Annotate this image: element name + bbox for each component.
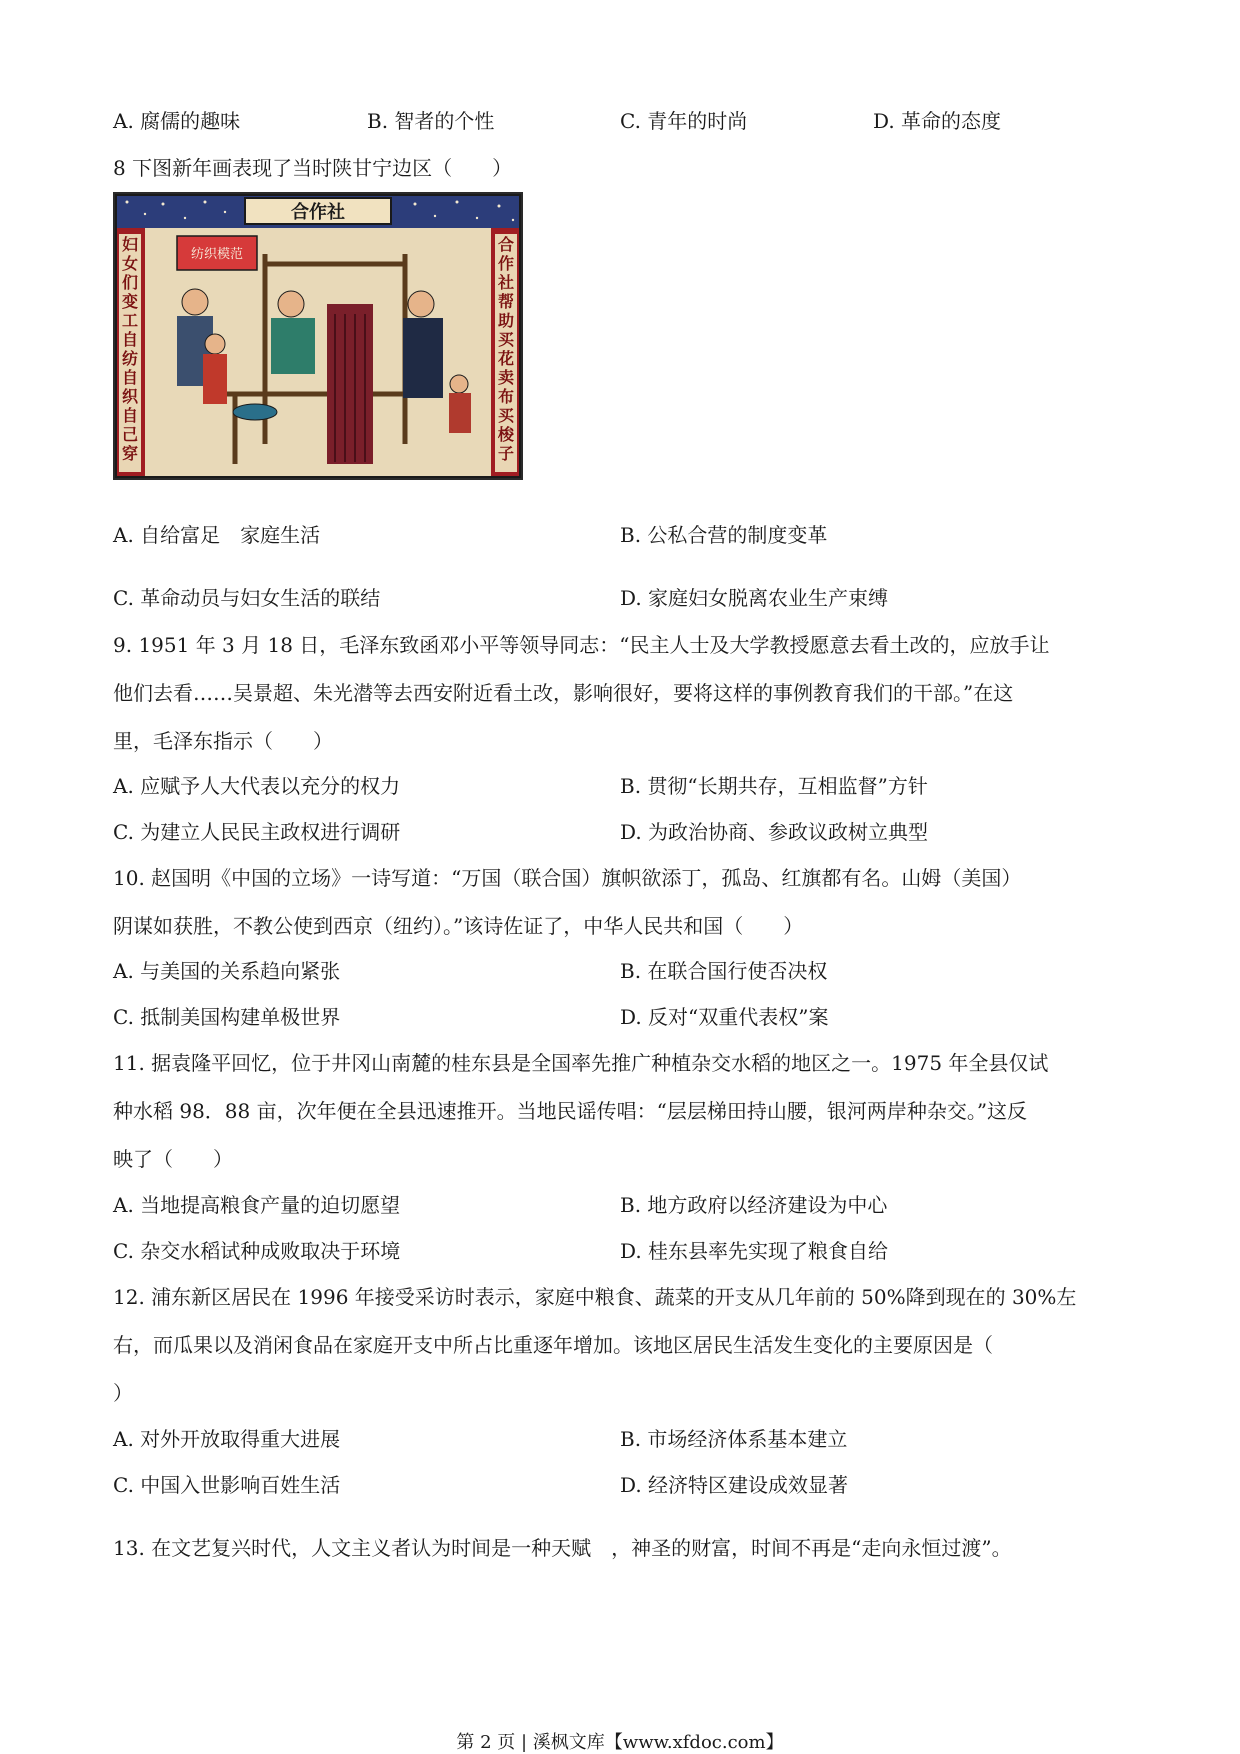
page-footer: 第 2 页 | 溪枫文库【www.xfdoc.com】 (456, 1732, 784, 1753)
new-year-painting-image (113, 192, 523, 480)
q10-stem-line2: 阴谋如获胜，不教公使到西京（纽约）。”该诗佐证了，中华人民共和国（ ） (113, 914, 804, 938)
q12-option-c: C. 中国入世影响百姓生活 (113, 1473, 341, 1497)
q9-option-d: D. 为政治协商、参政议政树立典型 (620, 820, 929, 844)
q12-option-d: D. 经济特区建设成效显著 (620, 1473, 849, 1497)
q9-stem-line3: 里，毛泽东指示（ ） (113, 729, 333, 753)
q8-stem: 8 下图新年画表现了当时陕甘宁边区（ ） (113, 156, 513, 180)
q11-stem-line2: 种水稻 98．88 亩，次年便在全县迅速推开。当地民谣传唱：“层层梯田持山腰，银河两岸种杂交。”这反 (113, 1099, 1028, 1123)
q10-option-a: A. 与美国的关系趋向紧张 (113, 959, 341, 983)
left-scroll-text: 妇女们变工自纺自织自己穿 (121, 237, 138, 463)
q8-option-a: A. 自给富足 家庭生活 (113, 523, 321, 547)
q12-option-a: A. 对外开放取得重大进展 (113, 1427, 341, 1451)
q9-option-b: B. 贯彻“长期共存，互相监督”方针 (620, 774, 928, 798)
right-scroll-text: 合作社帮助买花卖布买梭子 (497, 237, 514, 463)
q11-option-a: A. 当地提高粮食产量的迫切愿望 (113, 1193, 401, 1217)
sign-text: 纺织模范 (190, 246, 244, 261)
q7-option-d: D. 革命的态度 (873, 109, 1002, 133)
q12-stem-line1: 12. 浦东新区居民在 1996 年接受采访时表示，家庭中粮食、蔬菜的开支从几年前的 50%降到现在的 30%左 (113, 1285, 1077, 1309)
q10-option-b: B. 在联合国行使否决权 (620, 959, 828, 983)
q8-option-c: C. 革命动员与妇女生活的联结 (113, 586, 381, 610)
q7-option-b: B. 智者的个性 (367, 109, 495, 133)
q12-option-b: B. 市场经济体系基本建立 (620, 1427, 848, 1451)
q8-option-b: B. 公私合营的制度变革 (620, 523, 828, 547)
q10-stem-line1: 10. 赵国明《中国的立场》一诗写道：“万国（联合国）旗帜欲添丁，孤岛、红旗都有名。山姆（美国） (113, 866, 1022, 890)
q11-stem-line3: 映了（ ） (113, 1147, 233, 1171)
q12-stem-line2: 右，而瓜果以及消闲食品在家庭开支中所占比重逐年增加。该地区居民生活发生变化的主要原因是（ (113, 1333, 993, 1357)
q9-option-c: C. 为建立人民民主政权进行调研 (113, 820, 401, 844)
q10-option-d: D. 反对“双重代表权”案 (620, 1005, 829, 1029)
q10-option-c: C. 抵制美国构建单极世界 (113, 1005, 341, 1029)
q13-stem-line1: 13. 在文艺复兴时代，人文主义者认为时间是一种天赋 ，神圣的财富，时间不再是“走向永恒过渡”。 (113, 1536, 1012, 1560)
q11-option-d: D. 桂东县率先实现了粮食自给 (620, 1239, 889, 1263)
q7-option-c: C. 青年的时尚 (620, 109, 748, 133)
q9-stem-line2: 他们去看……吴景超、朱光潜等去西安附近看土改，影响很好，要将这样的事例教育我们的干部。”在这 (113, 681, 1014, 705)
q8-option-d: D. 家庭妇女脱离农业生产束缚 (620, 586, 889, 610)
q11-stem-line1: 11. 据袁隆平回忆，位于井冈山南麓的桂东县是全国率先推广种植杂交水稻的地区之一。1975 年全县仅试 (113, 1051, 1049, 1075)
q9-stem-line1: 9. 1951 年 3 月 18 日，毛泽东致函邓小平等领导同志：“民主人士及大学教授愿意去看土改的，应放手让 (113, 633, 1050, 657)
q11-option-b: B. 地方政府以经济建设为中心 (620, 1193, 888, 1217)
q12-stem-line3: ） (113, 1381, 133, 1405)
q11-option-c: C. 杂交水稻试种成败取决于环境 (113, 1239, 401, 1263)
q7-option-a: A. 腐儒的趣味 (113, 109, 241, 133)
q9-option-a: A. 应赋予人大代表以充分的权力 (113, 774, 401, 798)
banner-text: 合作社 (291, 202, 345, 222)
